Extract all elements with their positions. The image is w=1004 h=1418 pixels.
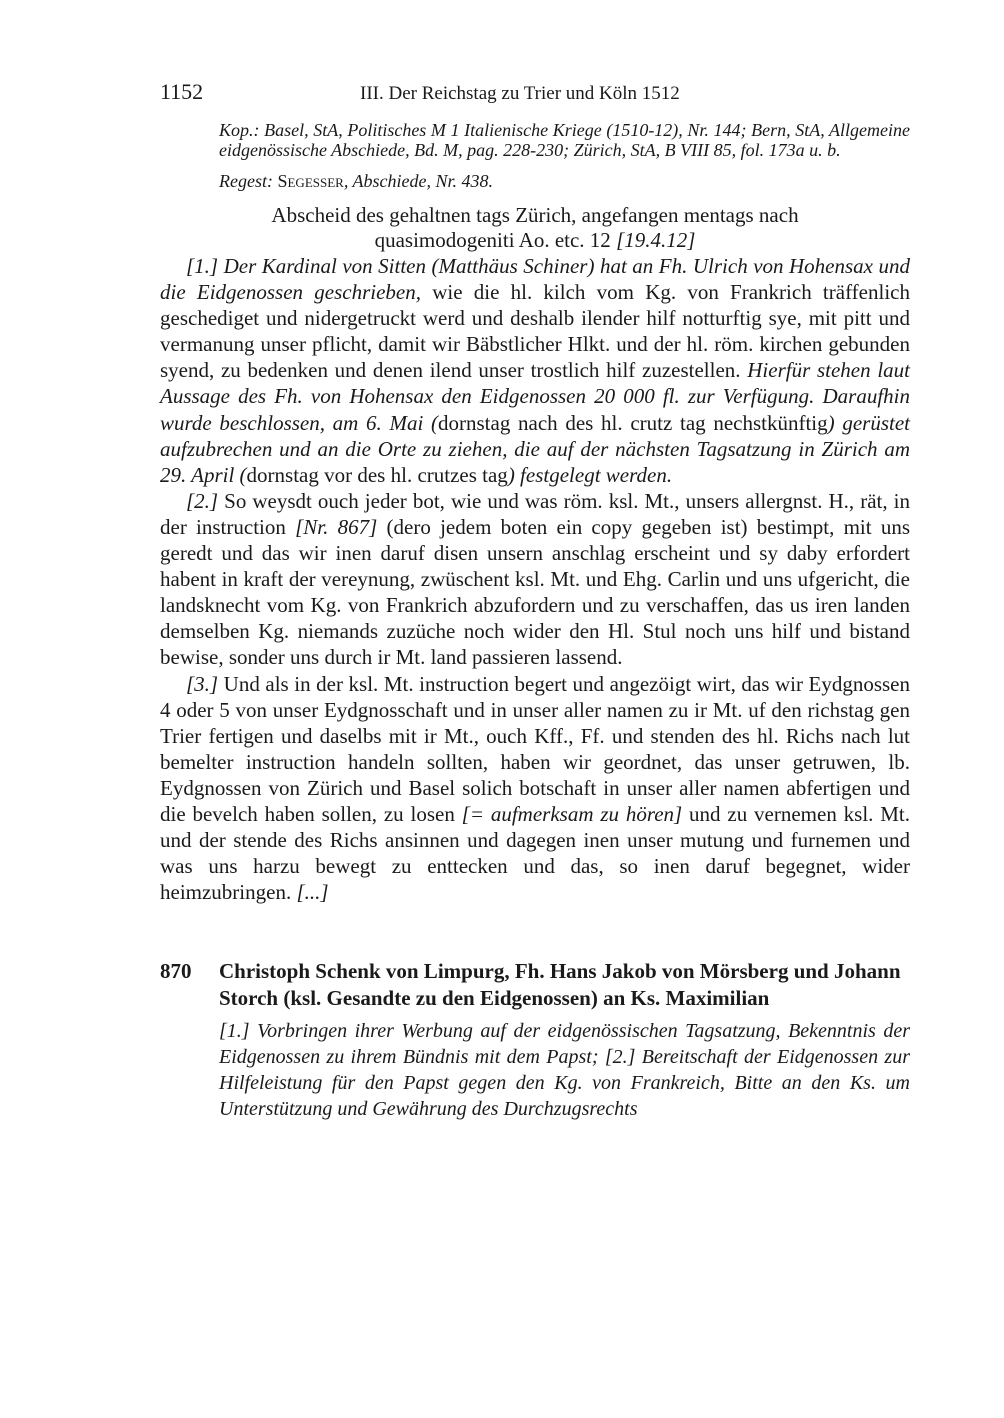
p1-text-b: wie die hl. kilch vom Kg. von Frankrich träffenlich geschediget und nidergetruckt werd und deshalb ilender hilf notturftig sye, mit pitt und vermanung unser pflicht, damit wir Bäbstlicher Hlkt. und der hl. röm. kirchen gebunden syend, zu bedenken und denen ilend unser trostlich hilf zuzestellen. <box>160 280 910 383</box>
page-number: 1152 <box>160 79 204 104</box>
document-title <box>160 203 910 253</box>
entry-summary: [1.] Vorbringen ihrer Werbung auf der eidgenössischen Tagsatzung, Bekenntnis der Eidgenossen zu ihrem Bündnis mit dem Papst; [2.] Bereitschaft der Eidgenossen zur Hilfeleistung für den Papst gegen den Kg. von Frankreich, Bitte an den Ks. um Unterstützung und Gewährung des Durchzugsrechts <box>219 1020 910 1121</box>
page <box>160 78 910 1122</box>
running-title: III. Der Reichstag zu Trier und Köln 1512 <box>360 83 680 104</box>
p1-italic-g: ) festgelegt werden. <box>507 462 673 487</box>
source-block <box>219 120 910 192</box>
p2-text-b: So weysdt ouch jeder bot, wie und was röm. ksl. Mt., unsers allergnst. H., rät, in der instruction <box>160 488 910 539</box>
entry-heading <box>160 958 910 1012</box>
p3-text-d: und zu vernemen ksl. Mt. und der stende des Richs ansinnen und dagegen inen unser mutung und furnemen und was uns harzu bewegt zu enttecken und das, so inen daruf begegnet, wider heimzubringen. <box>160 801 911 905</box>
title-line-1: Abscheid des gehaltnen tags Zürich, angefangen mentags nach <box>271 203 799 227</box>
document-body <box>160 253 910 905</box>
entry-number: 870 <box>160 959 192 984</box>
p2-number: [2.] <box>186 488 219 513</box>
regest-author: Segesser <box>277 171 344 191</box>
p3-gloss: [= aufmerksam zu hören] <box>461 801 683 826</box>
p1-text-d: dornstag nach des hl. crutz tag nechstkünftig <box>438 410 828 435</box>
p1-italic-a: [1.] Der Kardinal von Sitten (Matthäus Schiner) hat an Fh. Ulrich von Hohensax und die Eidgenossen geschrieben, <box>160 254 910 305</box>
p1-italic-e: ) gerüstet aufzubrechen und an die Orte zu ziehen, die auf der nächsten Tagsatzung in Zürich am 29. April ( <box>160 410 910 487</box>
p3-number: [3.] <box>186 671 219 696</box>
p3-ellipsis: [...] <box>296 880 329 905</box>
p2-text-d: (dero jedem boten ein copy gegeben ist) bestimpt, mit uns geredt und das wir inen daruf disen unsern anschlag erscheint und sy daby erfordert habent in kraft der vereynung, zwüschent ksl. Mt. und Ehg. Carlin und uns ufgericht, die landsknecht vom Kg. von Frankrich abzufordern und zu verschaffen, das us iren landen demselben Kg. niemands zuzüche noch wider den Hl. Stul noch uns hilf und bistand bewise, sonder uns durch ir Mt. land passieren lassend. <box>160 514 910 670</box>
title-text: quasimodogeniti Ao. etc. 12 <box>374 228 611 252</box>
regest-ref: , Abschiede, Nr. 438. <box>343 171 494 191</box>
paragraph-2 <box>160 488 910 671</box>
title-date: [19.4.12] <box>616 228 696 252</box>
p1-italic-c: Hierfür stehen laut Aussage des Fh. von Hohensax den Eidgenossen 20 000 fl. zur Verfügung. Daraufhin wurde beschlossen, am 6. Mai ( <box>160 358 910 435</box>
entry-title: Christoph Schenk von Limpurg, Fh. Hans Jakob von Mörsberg und Johann Storch (ksl. Gesandte zu den Eidgenossen) an Ks. Maximilian <box>219 959 901 1011</box>
paragraph-1 <box>160 253 910 488</box>
p3-text-b: Und als in der ksl. Mt. instruction begert und angezöigt wirt, das wir Eydgnossen 4 oder 5 von unser Eydgnosschaft und in unser aller namen zu ir Mt. uf den richstag gen Trier fertigen und daselbs mit ir Mt., ouch Kff., Ff. und stenden des hl. Richs nach lut bemelter instruction handeln sollten, haben wir geordnet, das unser getruwen, lb. Eydgnossen von Zürich und Basel solich botschaft in unser aller namen abfertigen und die bevelch haben sollen, zu losen <box>160 671 910 826</box>
paragraph-3 <box>160 671 910 906</box>
copies-note: Kop.: Basel, StA, Politisches M 1 Italienische Kriege (1510-12), Nr. 144; Bern, StA, Allgemeine eidgenössische Abschiede, Bd. M, pag. 228-230; Zürich, StA, B VIII 85, fol. 173a u. b. <box>219 120 910 160</box>
regest-note <box>219 170 910 192</box>
p1-text-f: dornstag vor des hl. crutzes tag <box>246 462 508 487</box>
running-header <box>160 78 910 108</box>
title-line-2 <box>160 228 910 253</box>
p2-ref: [Nr. 867] <box>295 514 378 539</box>
regest-label: Regest: <box>219 171 273 191</box>
